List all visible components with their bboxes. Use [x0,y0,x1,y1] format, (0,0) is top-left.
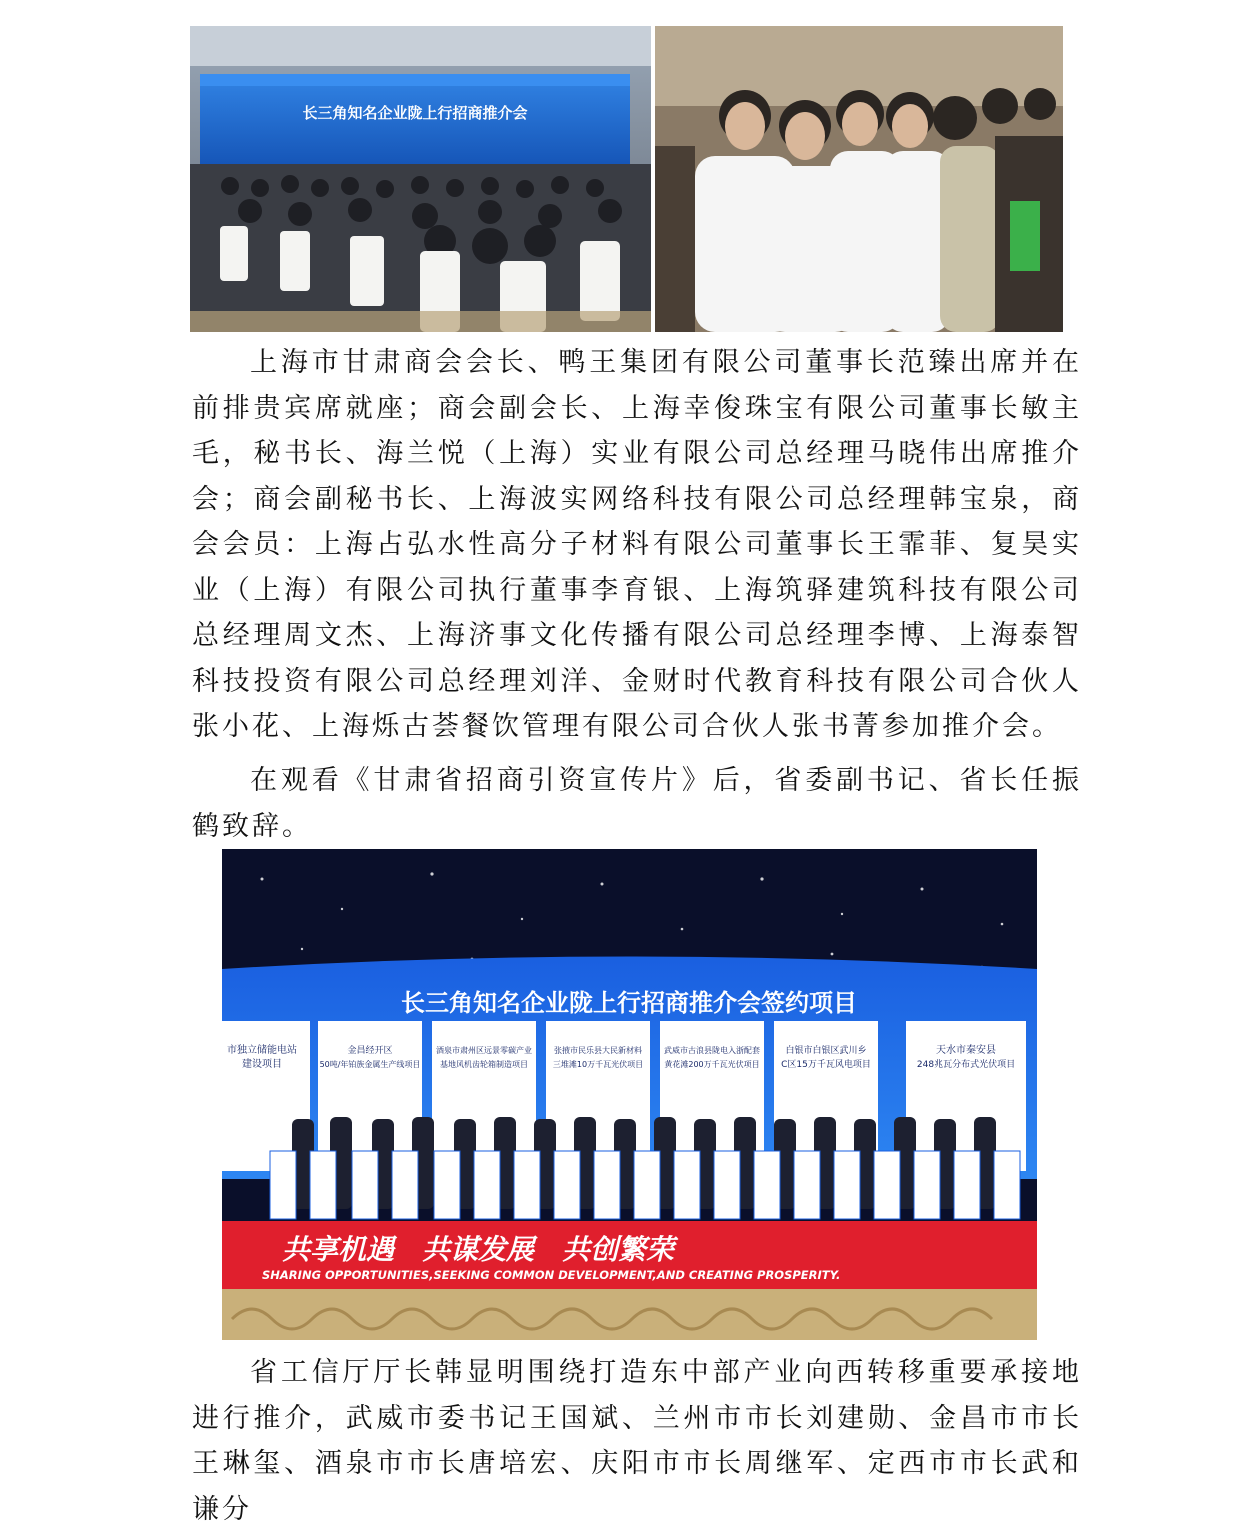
panel-3-line2: 基地风机齿轮箱制造项目 [440,1060,528,1069]
panel-1-line2: 建设项目 [242,1059,282,1070]
front-row-guests-photo [655,26,1063,332]
signing-screen-title: 长三角知名企业陇上行招商推介会签约项目 [401,988,857,1017]
conference-hall-illustration [190,26,651,332]
banner-slogan-en: SHARING OPPORTUNITIES,SEEKING COMMON DEVELOPMENT,AND CREATING PROSPERITY. [262,1268,841,1282]
paragraph-speech: 在观看《甘肃省招商引资宣传片》后，省委副书记、省长任振鹤致辞。 [192,765,1082,842]
panel-2-line2: 50吨/年铂族金属生产线项目 [319,1060,421,1069]
panel-5-line1: 武威市古浪县陇电入浙配套 [664,1046,760,1055]
panel-5-line2: 黄花滩200万千瓦光伏项目 [664,1060,760,1069]
panel-6-line2: C区15万千瓦风电项目 [781,1060,871,1070]
panel-4-line1: 张掖市民乐县大民新材料 [554,1046,642,1055]
paragraph-attendees: 上海市甘肃商会会长、鸭王集团有限公司董事长范臻出席并在前排贵宾席就座；商会副会长、上海幸俊珠宝有限公司董事长敏主毛，秘书长、海兰悦（上海）实业有限公司总经理马晓伟出席推介会；商会副秘书长、上海波实网络科技有限公司总经理韩宝泉，商会会员：上海占弘水性高分子材料有限公司董事长王霏菲、复昊实业（上海）有限公司执行董事李育银、上海筑驿建筑科技有限公司总经理周文杰、上海济事文化传播有限公司总经理李博、上海泰智科技投资有限公司总经理刘洋、金财时代教育科技有限公司合伙人张小花、上海烁古荟餐饮管理有限公司合伙人张书菁参加推介会。 [192,347,1082,742]
signing-ceremony-illustration [222,849,1037,1340]
guests-illustration [655,26,1063,332]
panel-3-line1: 酒泉市肃州区远景零碳产业 [436,1046,532,1055]
conference-hall-photo [190,26,651,332]
paragraph-promotion: 省工信厅厅长韩显明围绕打造东中部产业向西转移重要承接地进行推介，武威市委书记王国斌、兰州市市长刘建勋、金昌市市长王琳玺、酒泉市市长唐培宏、庆阳市市长周继军、定西市市长武和谦分 [192,1357,1082,1525]
panel-7-line1: 天水市秦安县 [936,1045,996,1056]
panel-2-line1: 金昌经开区 [347,1046,393,1056]
panel-6-line1: 白银市白银区武川乡 [785,1046,867,1056]
panel-4-line2: 三堆滩10万千瓦光伏项目 [552,1060,644,1069]
signing-ceremony-photo [222,849,1037,1340]
top-photo-row [190,26,1063,332]
banner-slogan-cn: 共享机遇 共谋发展 共创繁荣 [282,1233,675,1266]
hall-screen-text: 长三角知名企业陇上行招商推介会 [302,104,528,122]
panel-7-line2: 248兆瓦分布式光伏项目 [916,1060,1016,1070]
panel-1-line1: 市独立储能电站 [227,1045,297,1056]
